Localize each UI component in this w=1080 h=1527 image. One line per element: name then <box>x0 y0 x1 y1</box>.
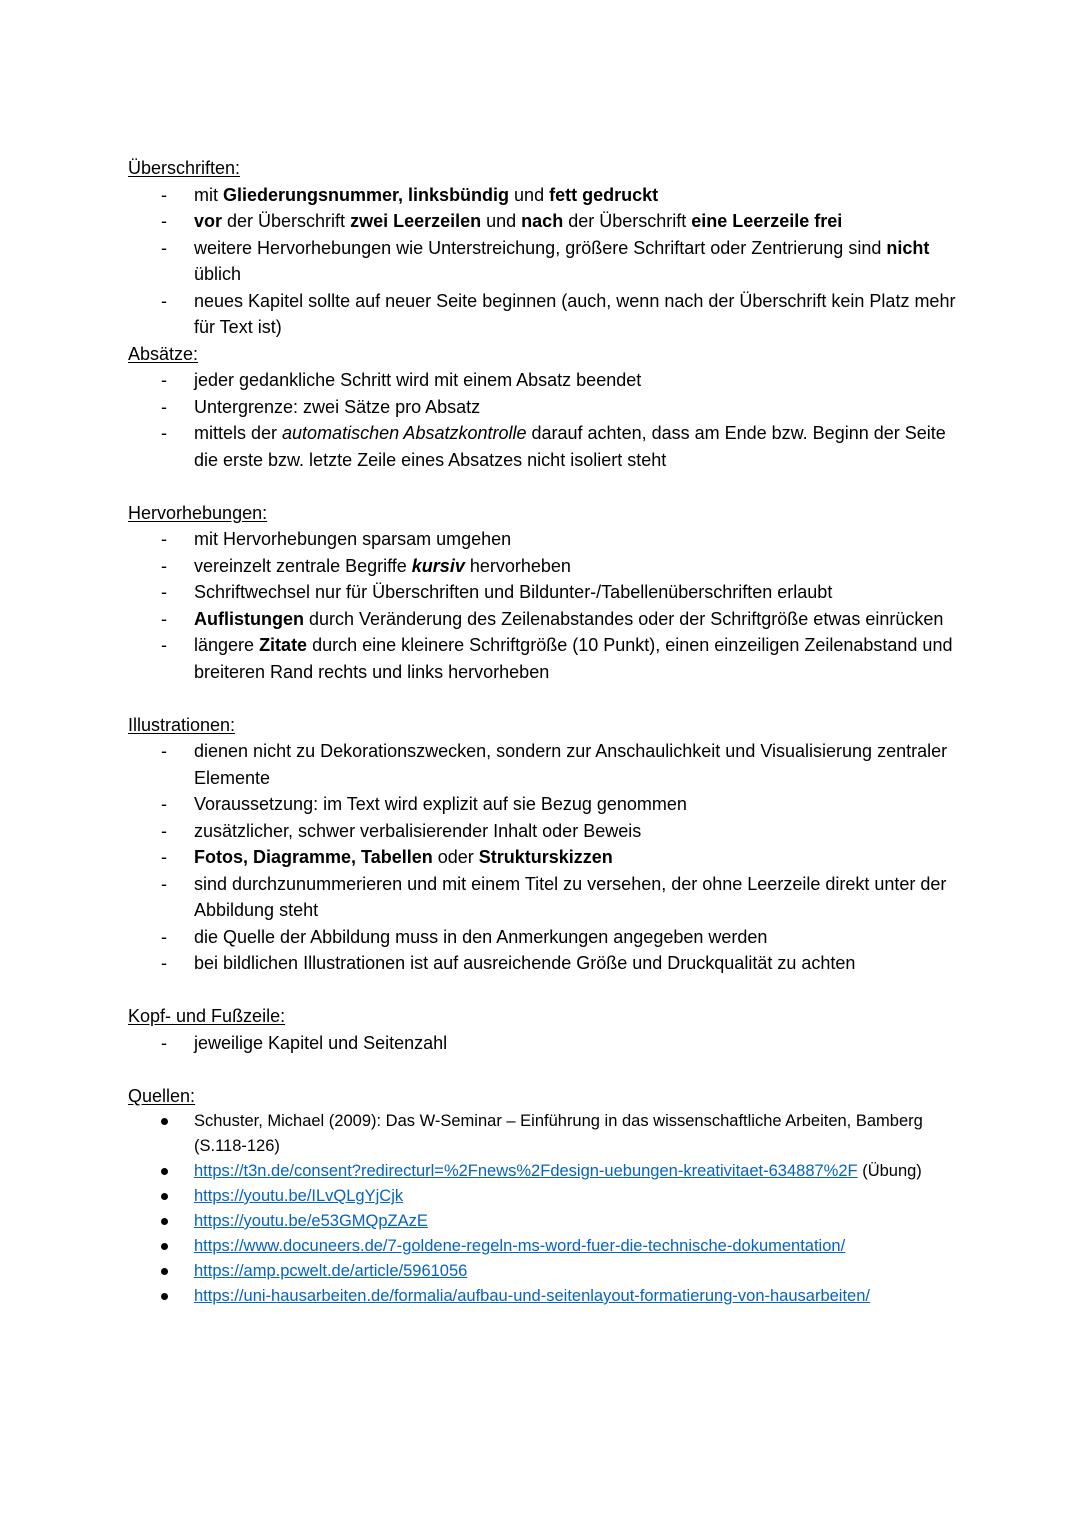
bullet-dot <box>161 1168 168 1175</box>
text-run: die Quelle der Abbildung muss in den Anmerkungen angegeben werden <box>194 926 768 947</box>
text-run: oder <box>432 847 479 867</box>
list-item <box>128 420 958 473</box>
dash-marker: - <box>161 847 167 867</box>
list-item-text <box>194 185 658 205</box>
list-item-text <box>194 211 842 231</box>
dash-marker: - <box>161 529 167 549</box>
text-run: längere <box>194 635 260 655</box>
bullet-dot <box>161 1218 168 1225</box>
bullet-list <box>128 738 958 977</box>
text-run: durch Veränderung des Zeilenabstandes oder der Schriftgröße etwas einrücken <box>304 608 944 629</box>
source-item <box>128 1209 958 1234</box>
text-run: hervorheben <box>464 555 571 576</box>
text-run: (Übung) <box>857 1162 922 1180</box>
source-text <box>194 1187 403 1205</box>
sources-list <box>128 1109 958 1309</box>
list-item-text <box>194 556 571 576</box>
bullet-dot <box>161 1293 168 1300</box>
dash-marker: - <box>161 953 167 973</box>
list-item-text <box>194 529 511 549</box>
text-run: Schriftwechsel nur für Überschriften und Bildunter-/Tabellenüberschriften erlaubt <box>194 582 833 602</box>
list-item <box>128 367 958 394</box>
text-run: mit Hervorhebungen sparsam umgehen <box>194 529 512 549</box>
dash-marker: - <box>161 635 167 655</box>
text-run: weitere Hervorhebungen wie Unterstreichung, größere Schriftart oder Zentrierung sind <box>194 237 887 258</box>
blank-line <box>128 1056 958 1083</box>
document-content <box>128 155 958 1309</box>
bullet-list <box>128 182 958 341</box>
list-item-text <box>194 238 929 285</box>
list-item <box>128 1030 958 1057</box>
bullet-list <box>128 1030 958 1057</box>
list-item <box>128 579 958 606</box>
text-run: Gliederungsnummer, linksbündig <box>223 184 510 205</box>
list-item-text <box>194 397 480 417</box>
list-item-text <box>194 927 767 947</box>
text-run: der Überschrift <box>563 211 692 231</box>
dash-marker: - <box>161 370 167 390</box>
list-item-text <box>194 291 955 338</box>
text-run: kursiv <box>411 555 465 576</box>
list-item <box>128 526 958 553</box>
source-item <box>128 1159 958 1184</box>
dash-marker: - <box>161 794 167 814</box>
list-item <box>128 818 958 845</box>
source-item <box>128 1109 958 1159</box>
section-heading: Absätze: <box>128 343 199 364</box>
bullet-dot <box>161 1118 168 1125</box>
source-link[interactable]: https://t3n.de/consent?redirecturl=%2Fnews%2Fdesign-uebungen-kreativitaet-634887%2F <box>194 1162 858 1180</box>
list-item <box>128 791 958 818</box>
text-run: mittels der <box>194 423 283 443</box>
text-run: automatischen Absatzkontrolle <box>282 423 527 443</box>
dash-marker: - <box>161 873 167 894</box>
blank-line <box>128 685 958 712</box>
list-item-text <box>194 874 946 921</box>
dash-marker: - <box>161 555 167 576</box>
text-run: neues Kapitel sollte auf neuer Seite beginnen (auch, wenn nach der Überschrift kein Platz mehr für Text ist) <box>194 290 956 337</box>
dash-marker: - <box>161 290 167 311</box>
list-item <box>128 924 958 951</box>
bullet-list <box>128 526 958 685</box>
source-link[interactable]: https://www.docuneers.de/7-goldene-regeln-ms-word-fuer-die-technische-dokumentation/ <box>194 1237 846 1255</box>
list-item <box>128 394 958 421</box>
bullet-dot <box>161 1268 168 1275</box>
section-ueberschriften <box>128 155 958 341</box>
dash-marker: - <box>161 396 167 417</box>
text-run: jeweilige Kapitel und Seitenzahl <box>194 1032 448 1053</box>
text-run: Untergrenze: zwei Sätze pro Absatz <box>194 396 481 417</box>
source-text <box>194 1162 922 1180</box>
list-item <box>128 844 958 871</box>
dash-marker: - <box>161 608 167 629</box>
dash-marker: - <box>161 820 167 841</box>
text-run: Auflistungen <box>194 608 304 629</box>
section-heading: Kopf- und Fußzeile: <box>128 1006 286 1026</box>
list-item <box>128 738 958 791</box>
source-link[interactable]: https://youtu.be/ILvQLgYjCjk <box>194 1187 404 1205</box>
list-item <box>128 606 958 633</box>
dash-marker: - <box>161 211 167 231</box>
list-item-text <box>194 794 687 814</box>
list-item-text <box>194 609 943 629</box>
list-item <box>128 871 958 924</box>
list-item <box>128 950 958 977</box>
text-run: Schuster, Michael (2009): Das W-Seminar – Einführung in das wissenschaftliche Arbeiten, Bamberg (S.118-126) <box>194 1112 923 1155</box>
section-quellen <box>128 1083 958 1310</box>
source-link[interactable]: https://uni-hausarbeiten.de/formalia/aufbau-und-seitenlayout-formatierung-von-hausarbeiten/ <box>194 1287 870 1305</box>
source-text <box>194 1237 845 1255</box>
text-run: üblich <box>194 264 242 284</box>
source-text <box>194 1112 923 1155</box>
dash-marker: - <box>161 423 167 443</box>
list-item <box>128 632 958 685</box>
text-run: zwei Leerzeilen <box>350 211 482 231</box>
blank-line <box>128 473 958 500</box>
text-run: mit <box>194 184 223 205</box>
source-link[interactable]: https://amp.pcwelt.de/article/5961056 <box>194 1262 468 1280</box>
list-item <box>128 208 958 235</box>
source-item <box>128 1234 958 1259</box>
source-text <box>194 1287 870 1305</box>
section-kopf-fusszeile <box>128 1003 958 1056</box>
dash-marker: - <box>161 582 167 602</box>
list-item-text <box>194 582 832 602</box>
list-item-text <box>194 423 946 470</box>
text-run: bei bildlichen Illustrationen ist auf ausreichende Größe und Druckqualität zu achten <box>194 953 856 973</box>
section-heading: Quellen: <box>128 1085 196 1106</box>
text-run: und <box>481 211 522 231</box>
list-item-text <box>194 741 947 788</box>
text-run: zusätzlicher, schwer verbalisierender Inhalt oder Beweis <box>194 820 642 841</box>
list-item-text <box>194 821 641 841</box>
text-run: vor <box>194 211 223 231</box>
bullet-dot <box>161 1193 168 1200</box>
dash-marker: - <box>161 741 167 761</box>
source-link[interactable]: https://youtu.be/e53GMQpZAzE <box>194 1212 428 1230</box>
dash-marker: - <box>161 1032 167 1053</box>
dash-marker: - <box>161 237 167 258</box>
list-item <box>128 553 958 580</box>
list-item-text <box>194 635 952 682</box>
text-run: eine Leerzeile frei <box>691 211 843 231</box>
dash-marker: - <box>161 926 167 947</box>
text-run: jeder gedankliche Schritt wird mit einem Absatz beendet <box>194 370 642 390</box>
text-run: sind durchzunummerieren und mit einem Titel zu versehen, der ohne Leerzeile direkt unter der Abbildung steht <box>194 873 947 920</box>
text-run: der Überschrift <box>222 211 351 231</box>
text-run: Fotos, Diagramme, Tabellen <box>194 847 433 867</box>
section-illustrationen <box>128 712 958 977</box>
list-item <box>128 235 958 288</box>
text-run: dienen nicht zu Dekorationszwecken, sondern zur Anschaulichkeit und Visualisierung zentraler Elemente <box>194 741 948 788</box>
bullet-list <box>128 367 958 473</box>
text-run: nach <box>521 211 564 231</box>
text-run: Strukturskizzen <box>478 847 613 867</box>
list-item-text <box>194 370 641 390</box>
source-item <box>128 1259 958 1284</box>
list-item-text <box>194 953 855 973</box>
text-run: nicht <box>886 237 930 258</box>
section-hervorhebungen <box>128 500 958 686</box>
text-run: und <box>509 184 550 205</box>
bullet-dot <box>161 1243 168 1250</box>
section-heading: Hervorhebungen: <box>128 502 268 523</box>
dash-marker: - <box>161 184 167 205</box>
source-item <box>128 1284 958 1309</box>
text-run: durch eine kleinere Schriftgröße (10 Punkt), einen einzeiligen Zeilenabstand und breiteren Rand rechts und links hervorheben <box>194 635 953 682</box>
source-text <box>194 1262 467 1280</box>
list-item <box>128 182 958 209</box>
text-run: Voraussetzung: im Text wird explizit auf sie Bezug genommen <box>194 794 687 814</box>
section-heading: Illustrationen: <box>128 714 236 735</box>
text-run: vereinzelt zentrale Begriffe <box>194 555 412 576</box>
source-item <box>128 1184 958 1209</box>
source-text <box>194 1212 428 1230</box>
list-item-text <box>194 1033 447 1053</box>
text-run: Zitate <box>259 635 308 655</box>
text-run: darauf achten, dass am Ende bzw. Beginn der Seite die erste bzw. letzte Zeile eines Absatzes nicht isoliert steht <box>194 423 946 470</box>
list-item <box>128 288 958 341</box>
blank-line <box>128 977 958 1004</box>
section-absaetze <box>128 341 958 474</box>
list-item-text <box>194 847 613 867</box>
section-heading: Überschriften: <box>128 158 241 178</box>
text-run: fett gedruckt <box>549 184 659 205</box>
